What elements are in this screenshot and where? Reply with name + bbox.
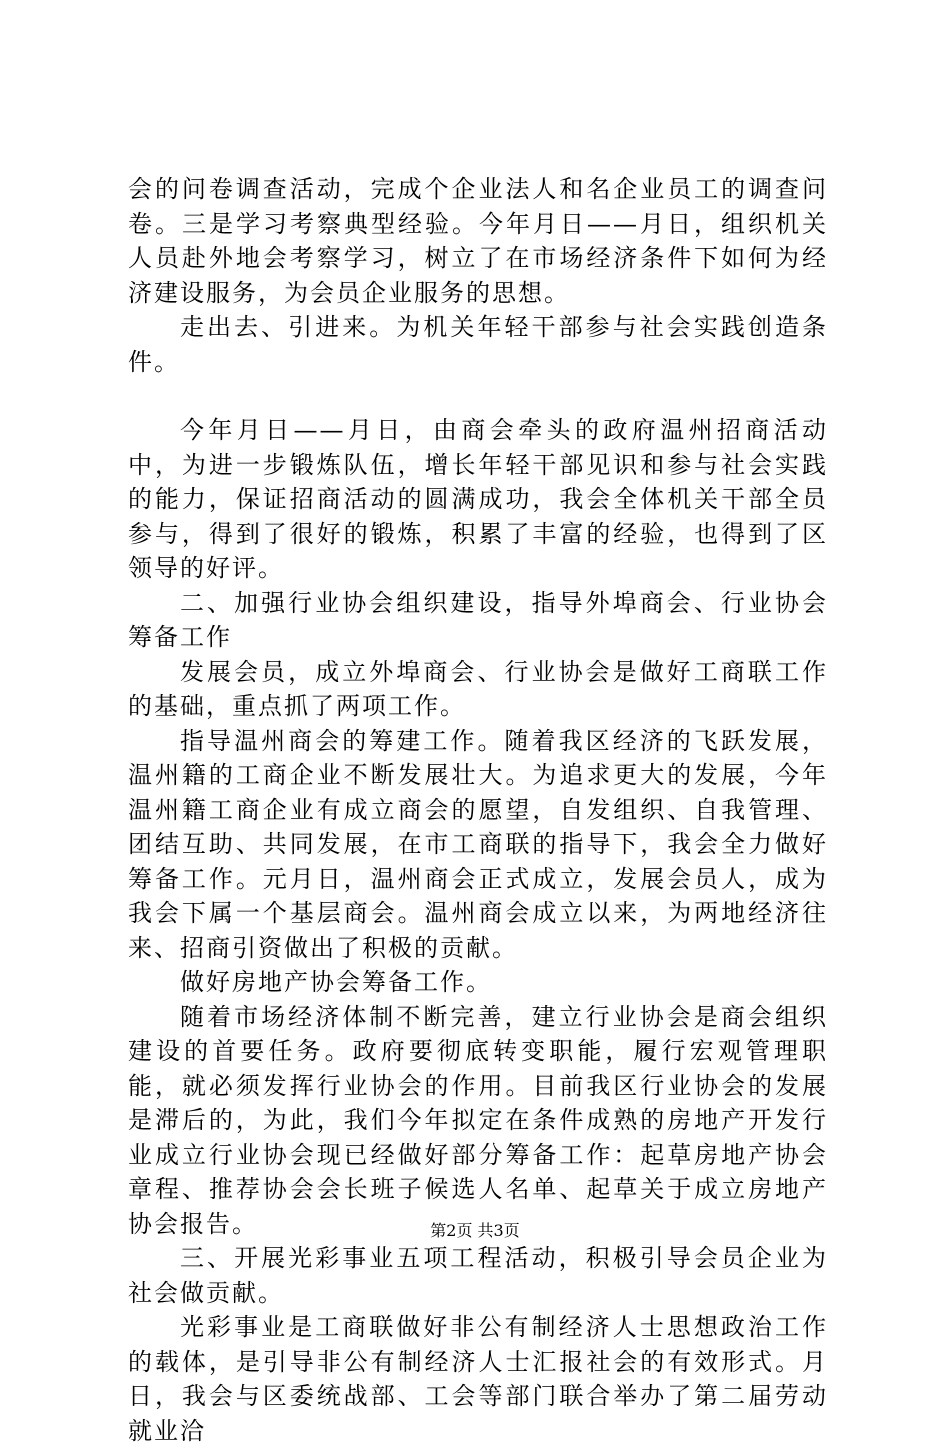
paragraph-guangcai-cause: 光彩事业是工商联做好非公有制经济人士思想政治工作的载体，是引导非公有制经济人士汇报社会的有效形式。月日，我会与区委统战部、工会等部门联合举办了第二届劳动就业洽 <box>128 1313 828 1445</box>
paragraph-wenzhou-chamber: 指导温州商会的筹建工作。随着我区经济的飞跃发展，温州籍的工商企业不断发展壮大。为追求更大的发展，今年温州籍工商企业有成立商会的愿望，自发组织、自我管理、团结互助、共同发展，在市工商联的指导下，我会全力做好筹备工作。元月日，温州商会正式成立，发展会员人，成为我会下属一个基层商会。温州商会成立以来，为两地经济往来、招商引资做出了积极的贡献。 <box>128 726 828 962</box>
page-number: 第2页 <box>430 1221 473 1240</box>
page-total: 共3页 <box>477 1221 520 1240</box>
paragraph-develop-members: 发展会员，成立外埠商会、行业协会是做好工商联工作的基础，重点抓了两项工作。 <box>128 657 828 720</box>
section-heading-three: 三、开展光彩事业五项工程活动，积极引导会员企业为社会做贡献。 <box>128 1244 828 1307</box>
paragraph-real-estate-heading: 做好房地产协会筹备工作。 <box>180 968 492 996</box>
section-heading-two: 二、加强行业协会组织建设，指导外埠商会、行业协会筹备工作 <box>128 588 828 651</box>
paragraph-go-out-bring-in: 走出去、引进来。为机关年轻干部参与社会实践创造条件。 <box>128 313 828 376</box>
page-footer <box>0 1220 950 1242</box>
paragraph-real-estate-association: 随着市场经济体制不断完善，建立行业协会是商会组织建设的首要任务。政府要彻底转变职能，履行宏观管理职能，就必须发挥行业协会的作用。目前我区行业协会的发展是滞后的，为此，我们今年拟定在条件成熟的房地产开发行业成立行业协会现已经做好部分筹备工作：起草房地产协会章程、推荐协会会长班子候选人名单、起草关于成立房地产协会报告。 <box>128 1002 828 1238</box>
paragraph-survey-and-study: 会的问卷调查活动，完成个企业法人和名企业员工的调查问卷。三是学习考察典型经验。今年月日——月日，组织机关人员赴外地会考察学习，树立了在市场经济条件下如何为经济建设服务，为会员企业服务的思想。 <box>128 175 828 307</box>
body-text <box>128 172 828 1448</box>
paragraph-wenzhou-investment: 今年月日——月日，由商会牵头的政府温州招商活动中，为进一步锻炼队伍，增长年轻干部见识和参与社会实践的能力，保证招商活动的圆满成功，我会全体机关干部全员参与，得到了很好的锻炼，积累了丰富的经验，也得到了区领导的好评。 <box>128 416 828 582</box>
